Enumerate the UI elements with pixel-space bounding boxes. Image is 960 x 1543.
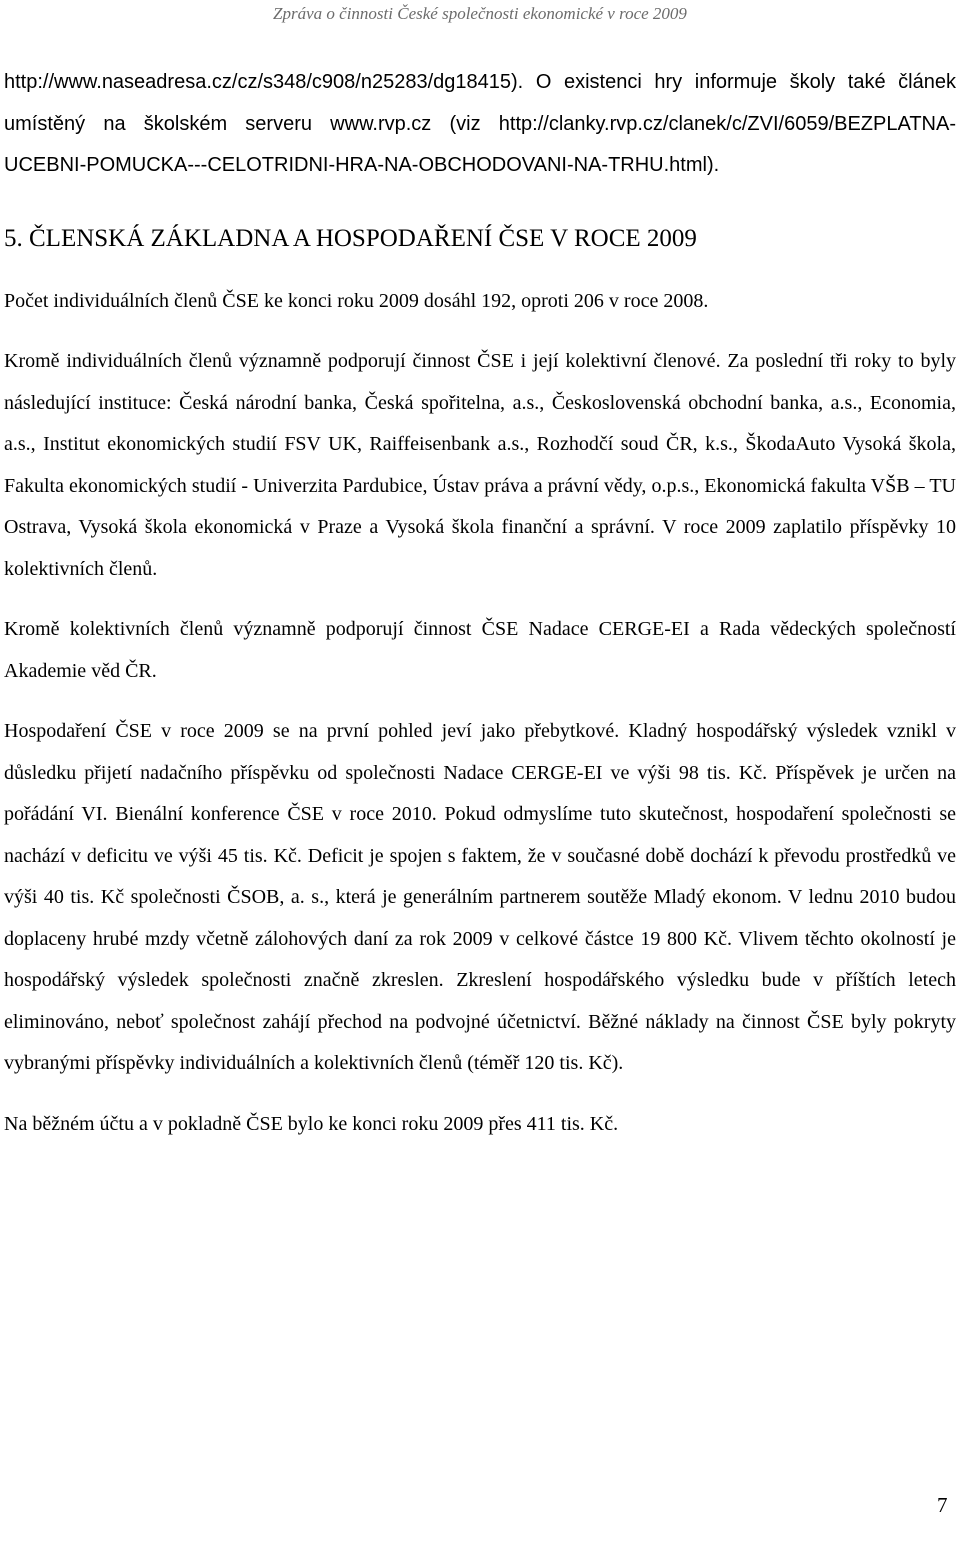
members-paragraph: Počet individuálních členů ČSE ke konci roku 2009 dosáhl 192, oproti 206 v roce 2008. — [4, 289, 709, 312]
intro-paragraph: http://www.naseadresa.cz/cz/s348/c908/n25283/dg18415). O existenci hry informuje školy také článek umístěný na školském serveru www.rvp.cz (viz http://clanky.rvp.cz/clanek/c/ZVI/6059/BEZPLATNA-UCEBNI-POMUCKA---CELOTRIDNI-HRA-NA-OBCHODOVANI-NA-TRHU.html). — [4, 71, 956, 176]
finances-paragraph: Hospodaření ČSE v roce 2009 se na první pohled jeví jako přebytkové. Kladný hospodářský výsledek vznikl v důsledku přijetí nadačního příspěvku od společnosti Nadace CERGE-EI ve výši 98 tis. Kč. Příspěvek je určen na pořádání VI. Bienální konference ČSE v roce 2010. Pokud odmyslíme tuto skutečnost, hospodaření společnosti se nachází v deficitu ve výši 45 tis. Kč. Deficit je spojen s faktem, že v současné době dochází k převodu prostředků ve výši 40 tis. Kč společnosti ČSOB, a. s., která je generálním partnerem soutěže Mladý ekonom. V lednu 2010 budou doplaceny hrubé mzdy včetně zálohových daní za rok 2009 v celkové částce 19 800 Kč. Vlivem těchto okolností je hospodářský výsledek společnosti značně zkreslen. Zkreslení hospodářského výsledku bude v příštích letech eliminováno, neboť společnost zahájí přechod na podvojné účetnictví. Běžné náklady na činnost ČSE byly pokryty vybranými příspěvky individuálních a kolektivních členů (téměř 120 tis. Kč). — [4, 720, 956, 1074]
page-number: 7 — [937, 1493, 948, 1517]
supporters-paragraph: Kromě kolektivních členů významně podporují činnost ČSE Nadace CERGE-EI a Rada vědeckých společností Akademie věd ČR. — [4, 618, 956, 682]
collective-members-paragraph: Kromě individuálních členů významně podporují činnost ČSE i její kolektivní členové. Za poslední tři roky to byly následující instituce: Česká národní banka, Česká spořitelna, a.s., Československá obchodní banka, a.s., Economia, a.s., Institut ekonomických studií FSV UK, Raiffeisenbank a.s., Rozhodčí soud ČR, k.s., ŠkodaAuto Vysoká škola, Fakulta ekonomických studií - Univerzita Pardubice, Ústav práva a právní vědy, o.p.s., Ekonomická fakulta VŠB – TU Ostrava, Vysoká škola ekonomická v Praze a Vysoká škola finanční a správní. V roce 2009 zaplatilo příspěvky 10 kolektivních členů. — [4, 350, 956, 580]
document-body — [4, 62, 956, 1145]
running-header: Zpráva o činnosti České společnosti ekonomické v roce 2009 — [273, 4, 687, 23]
section-heading: 5. ČLENSKÁ ZÁKLADNA A HOSPODAŘENÍ ČSE V ROCE 2009 — [4, 224, 697, 252]
balance-paragraph: Na běžném účtu a v pokladně ČSE bylo ke konci roku 2009 přes 411 tis. Kč. — [4, 1112, 619, 1135]
